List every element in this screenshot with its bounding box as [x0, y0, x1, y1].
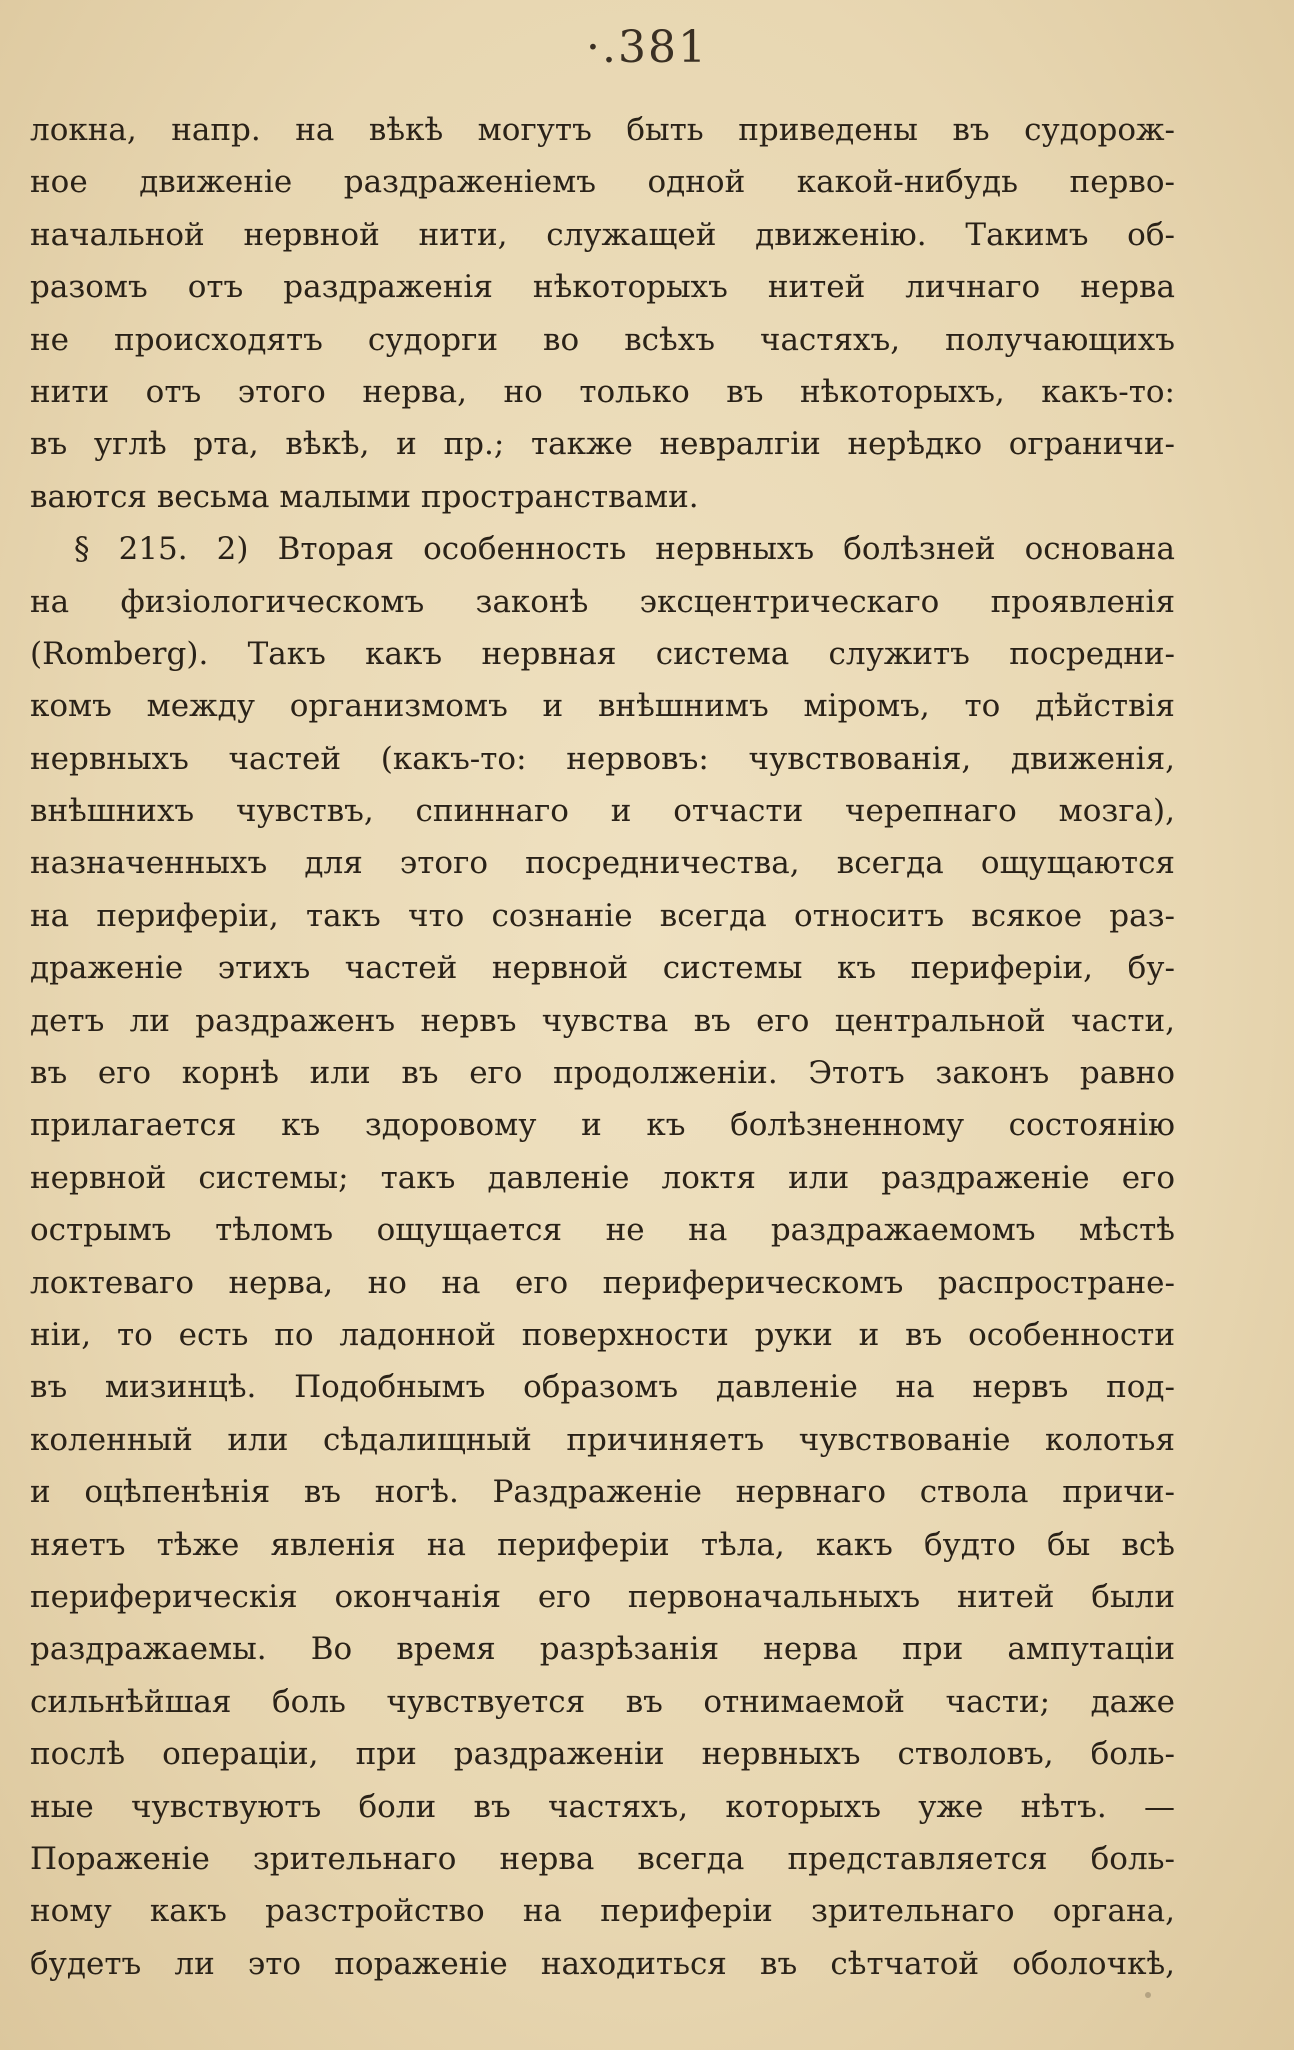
text-line: ное движеніе раздраженіемъ одной какой-нибудь перво-	[30, 164, 1175, 201]
text-line: нервной системы; такъ давленіе локтя или раздраженіе его	[30, 1159, 1175, 1196]
text-line: Пораженіе зрительнаго нерва всегда представляется боль-	[30, 1840, 1175, 1877]
text-line: не происходятъ судорги во всѣхъ частяхъ, получающихъ	[30, 321, 1175, 358]
section-heading-line: § 215. 2) Вторая особенность нервныхъ болѣзней основана	[74, 531, 1175, 568]
text-line: раздражаемы. Во время разрѣзанія нерва при ампутаціи	[30, 1631, 1175, 1668]
text-line: драженіе этихъ частей нервной системы къ периферіи, бу-	[30, 950, 1175, 987]
text-line: (Romberg). Такъ какъ нервная система служитъ посредни-	[30, 635, 1175, 672]
text-line: будетъ ли это пораженіе находиться въ сѣтчатой оболочкѣ,	[30, 1945, 1175, 1982]
page-number: ·.381	[586, 22, 708, 73]
text-line: начальной нервной нити, служащей движенію. Такимъ об-	[30, 216, 1175, 253]
text-line: послѣ операціи, при раздраженіи нервныхъ стволовъ, боль-	[30, 1736, 1175, 1773]
text-line: внѣшнихъ чувствъ, спиннаго и отчасти черепнаго мозга),	[30, 793, 1175, 830]
text-line: нити отъ этого нерва, но только въ нѣкоторыхъ, какъ-то:	[30, 373, 1175, 410]
text-line: прилагается къ здоровому и къ болѣзненному состоянію	[30, 1107, 1175, 1144]
text-line: няетъ тѣже явленія на периферіи тѣла, какъ будто бы всѣ	[30, 1526, 1175, 1563]
text-line: острымъ тѣломъ ощущается не на раздражаемомъ мѣстѣ	[30, 1212, 1175, 1249]
text-line: и оцѣпенѣнія въ ногѣ. Раздраженіе нервнаго ствола причи-	[30, 1474, 1175, 1511]
text-line: периферическія окончанія его первоначальныхъ нитей были	[30, 1578, 1175, 1615]
text-line: коленный или сѣдалищный причиняетъ чувствованіе колотья	[30, 1421, 1175, 1458]
text-line: въ мизинцѣ. Подобнымъ образомъ давленіе на нервъ под-	[30, 1369, 1175, 1406]
text-line: въ углѣ рта, вѣкѣ, и пр.; также невралгіи нерѣдко ограничи-	[30, 426, 1175, 463]
text-line: сильнѣйшая боль чувствуется въ отнимаемой части; даже	[30, 1683, 1175, 1720]
text-line: комъ между организмомъ и внѣшнимъ міромъ, то дѣйствія	[30, 688, 1175, 725]
text-line: разомъ отъ раздраженія нѣкоторыхъ нитей личнаго нерва	[30, 269, 1175, 306]
text-line: въ его корнѣ или въ его продолженіи. Этотъ законъ равно	[30, 1055, 1175, 1092]
ink-speck	[1145, 1992, 1151, 1998]
body-text	[30, 104, 1175, 1990]
text-line: ные чувствуютъ боли въ частяхъ, которыхъ уже нѣтъ. —	[30, 1788, 1175, 1825]
text-line: локтеваго нерва, но на его периферическомъ распростране-	[30, 1264, 1175, 1301]
text-line: на периферіи, такъ что сознаніе всегда относитъ всякое раз-	[30, 897, 1175, 934]
text-line: назначенныхъ для этого посредничества, всегда ощущаются	[30, 845, 1175, 882]
text-line: ніи, то есть по ладонной поверхности руки и въ особенности	[30, 1316, 1175, 1353]
text-line: на физіологическомъ законѣ эксцентрическаго проявленія	[30, 583, 1175, 620]
text-line: ваются весьма малыми пространствами.	[30, 478, 699, 515]
text-line: ному какъ разстройство на периферіи зрительнаго органа,	[30, 1893, 1175, 1930]
text-line: нервныхъ частей (какъ-то: нервовъ: чувствованія, движенія,	[30, 740, 1175, 777]
text-line: детъ ли раздраженъ нервъ чувства въ его центральной части,	[30, 1002, 1175, 1039]
text-line: локна, напр. на вѣкѣ могутъ быть приведены въ судорож-	[30, 112, 1175, 148]
